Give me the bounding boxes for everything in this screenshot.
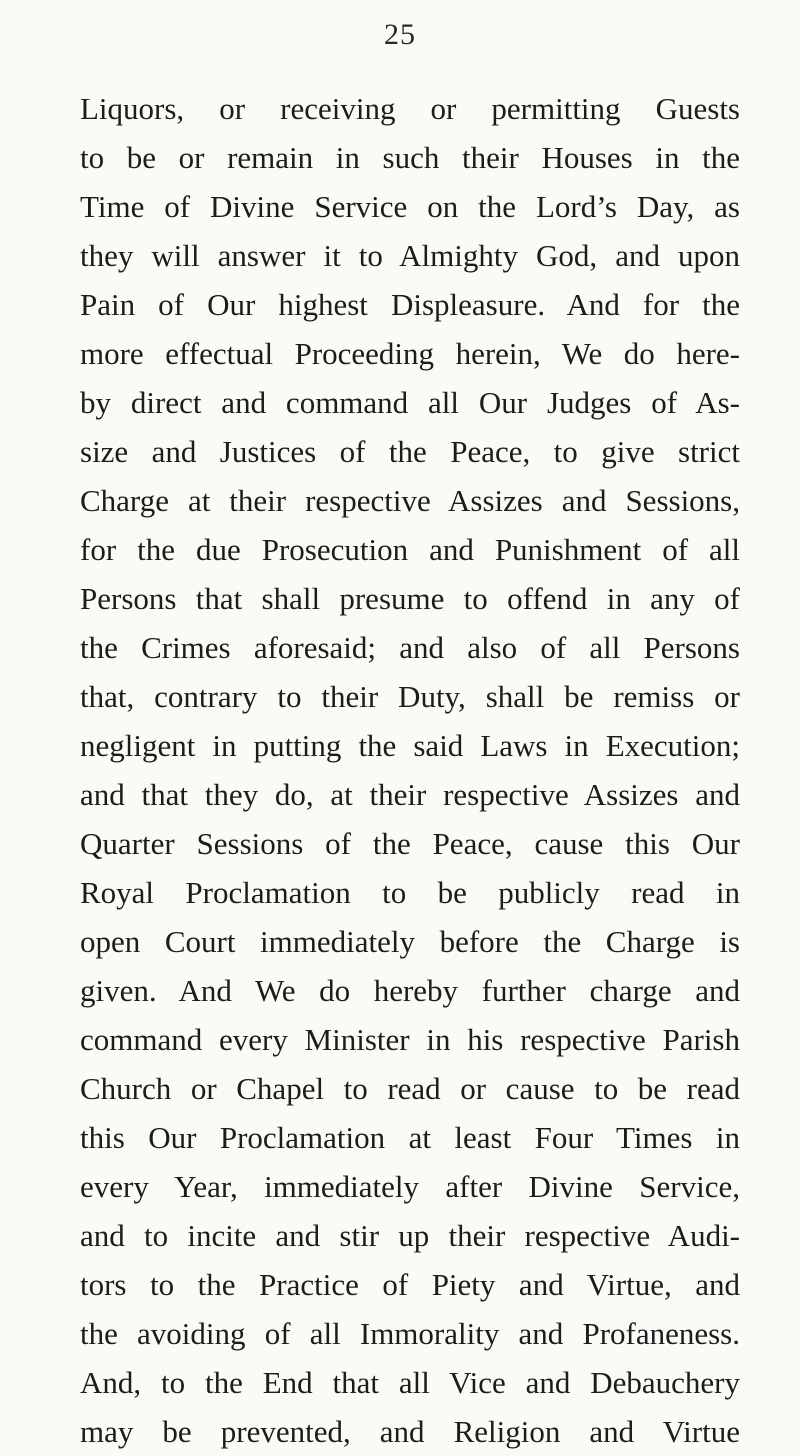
text-line: more effectual Proceeding herein, We do here-: [80, 336, 740, 371]
text-line: for the due Prosecution and Punishment of all: [80, 532, 740, 567]
text-line: the Crimes aforesaid; and also of all Persons: [80, 630, 740, 665]
text-line: tors to the Practice of Piety and Virtue, and: [80, 1267, 740, 1302]
text-line: size and Justices of the Peace, to give strict: [80, 434, 740, 469]
text-line: this Our Proclamation at least Four Times in: [80, 1120, 740, 1155]
text-line: Charge at their respective Assizes and Sessions,: [80, 483, 740, 518]
text-line: the avoiding of all Immorality and Profaneness.: [80, 1316, 740, 1351]
text-line: and to incite and stir up their respective Audi-: [80, 1218, 740, 1253]
text-line: Persons that shall presume to offend in any of: [80, 581, 740, 616]
text-line: Time of Divine Service on the Lord’s Day, as: [80, 189, 740, 224]
text-line: open Court immediately before the Charge is: [80, 924, 740, 959]
text-line: And, to the End that all Vice and Debauchery: [80, 1365, 740, 1400]
text-line: Quarter Sessions of the Peace, cause this Our: [80, 826, 740, 861]
text-line: to be or remain in such their Houses in the: [80, 140, 740, 175]
text-line: every Year, immediately after Divine Service,: [80, 1169, 740, 1204]
text-line: and that they do, at their respective Assizes and: [80, 777, 740, 812]
text-line: negligent in putting the said Laws in Execution;: [80, 728, 740, 763]
page-number: 25: [384, 18, 416, 51]
text-line: Church or Chapel to read or cause to be read: [80, 1071, 740, 1106]
text-line: Royal Proclamation to be publicly read in: [80, 875, 740, 910]
body-text: [80, 84, 740, 1456]
text-line: given. And We do hereby further charge and: [80, 973, 740, 1008]
text-line: may be prevented, and Religion and Virtue: [80, 1414, 740, 1449]
text-line: by direct and command all Our Judges of As-: [80, 385, 740, 420]
text-line: command every Minister in his respective Parish: [80, 1022, 740, 1057]
text-line: Pain of Our highest Displeasure. And for the: [80, 287, 740, 322]
text-line: that, contrary to their Duty, shall be remiss or: [80, 679, 740, 714]
text-line: they will answer it to Almighty God, and upon: [80, 238, 740, 273]
text-line: Liquors, or receiving or permitting Guests: [80, 91, 740, 126]
